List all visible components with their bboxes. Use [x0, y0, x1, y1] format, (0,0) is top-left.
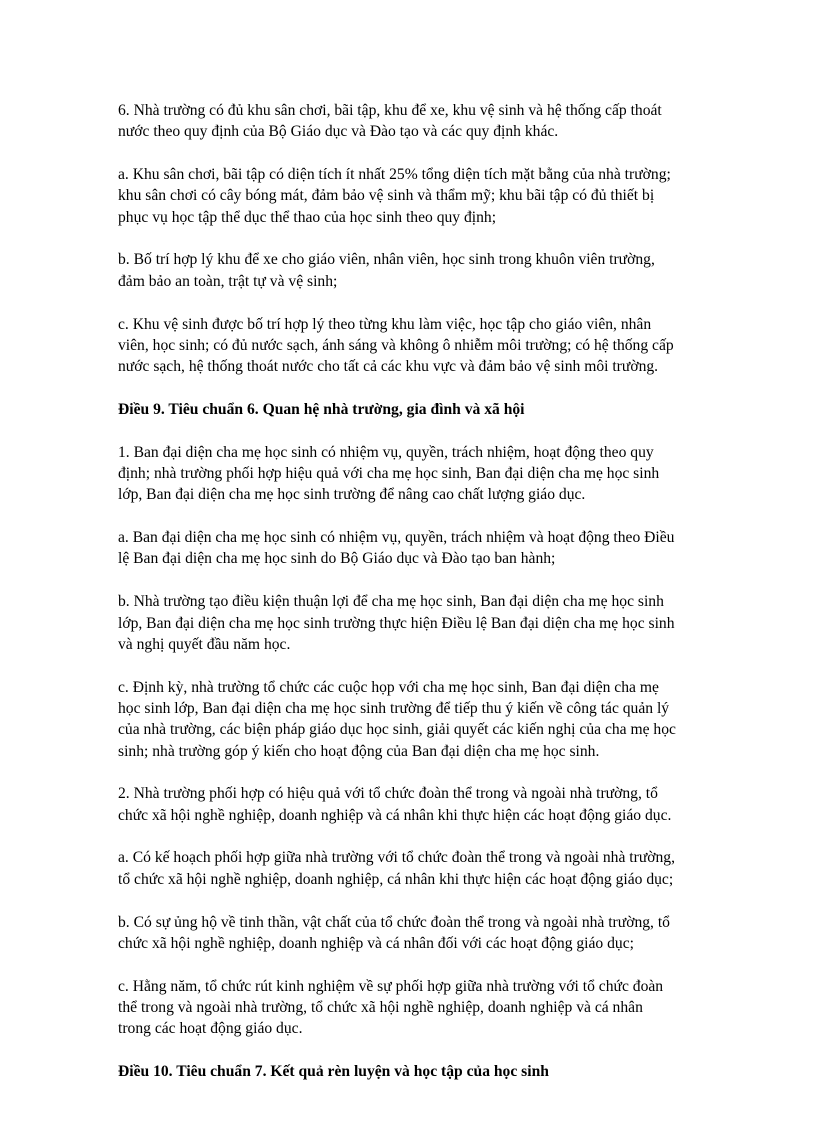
article-10-heading: Điều 10. Tiêu chuẩn 7. Kết quả rèn luyện và học tập của học sinh: [118, 1063, 549, 1080]
paragraph-6c-sanitation: c. Khu vệ sinh được bố trí hợp lý theo từng khu làm việc, học tập cho giáo viên, nhân viên, học sinh; có đủ nước sạch, ánh sáng và không ô nhiễm môi trường; có hệ thống cấp nước sạch, hệ thống thoát nước cho tất cả các khu vực và đảm bảo vệ sinh môi trường.: [118, 315, 674, 376]
paragraph-9-1-parents-board: 1. Ban đại diện cha mẹ học sinh có nhiệm vụ, quyền, trách nhiệm, hoạt động theo quy định; nhà trường phối hợp hiệu quả với cha mẹ học sinh, Ban đại diện cha mẹ học sinh lớp, Ban đại diện cha mẹ học sinh trường để nâng cao chất lượng giáo dục.: [118, 443, 660, 504]
paragraph-9-2c: c. Hằng năm, tổ chức rút kinh nghiệm về sự phối hợp giữa nhà trường với tổ chức đoàn thể trong và ngoài nhà trường, tổ chức xã hội nghề nghiệp, doanh nghiệp và cá nhân trong các hoạt động giáo dục.: [118, 977, 664, 1038]
paragraph-6a-playground: a. Khu sân chơi, bãi tập có diện tích ít nhất 25% tổng diện tích mặt bằng của nhà trường; khu sân chơi có cây bóng mát, đảm bảo vệ sinh và thẩm mỹ; khu bãi tập có đủ thiết bị phục vụ học tập thể dục thể thao của học sinh theo quy định;: [118, 166, 671, 226]
paragraph-9-2-cooperation: 2. Nhà trường phối hợp có hiệu quả với tổ chức đoàn thể trong và ngoài nhà trường, tổ chức xã hội nghề nghiệp, doanh nghiệp và cá nhân khi thực hiện các hoạt động giáo dục.: [118, 785, 672, 824]
paragraph-9-1a: a. Ban đại diện cha mẹ học sinh có nhiệm vụ, quyền, trách nhiệm và hoạt động theo Điều lệ Ban đại diện cha mẹ học sinh do Bộ Giáo dục và Đào tạo ban hành;: [118, 529, 675, 568]
paragraph-6b-parking: b. Bố trí hợp lý khu để xe cho giáo viên, nhân viên, học sinh trong khuôn viên trường, đảm bảo an toàn, trật tự và vệ sinh;: [118, 251, 655, 290]
paragraph-9-2a: a. Có kế hoạch phối hợp giữa nhà trường với tổ chức đoàn thể trong và ngoài nhà trường, tổ chức xã hội nghề nghiệp, doanh nghiệp, cá nhân khi thực hiện các hoạt động giáo dục;: [118, 849, 676, 888]
paragraph-9-2b: b. Có sự ủng hộ về tinh thần, vật chất của tổ chức đoàn thể trong và ngoài nhà trường, tổ chức xã hội nghề nghiệp, doanh nghiệp và cá nhân đối với các hoạt động giáo dục;: [118, 913, 670, 952]
paragraph-6-facilities: 6. Nhà trường có đủ khu sân chơi, bãi tập, khu để xe, khu vệ sinh và hệ thống cấp thoát nước theo quy định của Bộ Giáo dục và Đào tạo và các quy định khác.: [118, 102, 662, 141]
document-page: [118, 100, 718, 1104]
article-9-heading: Điều 9. Tiêu chuẩn 6. Quan hệ nhà trường, gia đình và xã hội: [118, 400, 525, 418]
paragraph-9-1b: b. Nhà trường tạo điều kiện thuận lợi để cha mẹ học sinh, Ban đại diện cha mẹ học sinh lớp, Ban đại diện cha mẹ học sinh trường thực hiện Điều lệ Ban đại diện cha mẹ học sinh và nghị quyết đầu năm học.: [118, 593, 675, 653]
paragraph-9-1c: c. Định kỳ, nhà trường tổ chức các cuộc họp với cha mẹ học sinh, Ban đại diện cha mẹ học sinh lớp, Ban đại diện cha mẹ học sinh trường để tiếp thu ý kiến về công tác quản lý của nhà trường, các biện pháp giáo dục học sinh, giải quyết các kiến nghị của cha mẹ học sinh; nhà trường góp ý kiến cho hoạt động của Ban đại diện cha mẹ học sinh.: [118, 678, 676, 760]
